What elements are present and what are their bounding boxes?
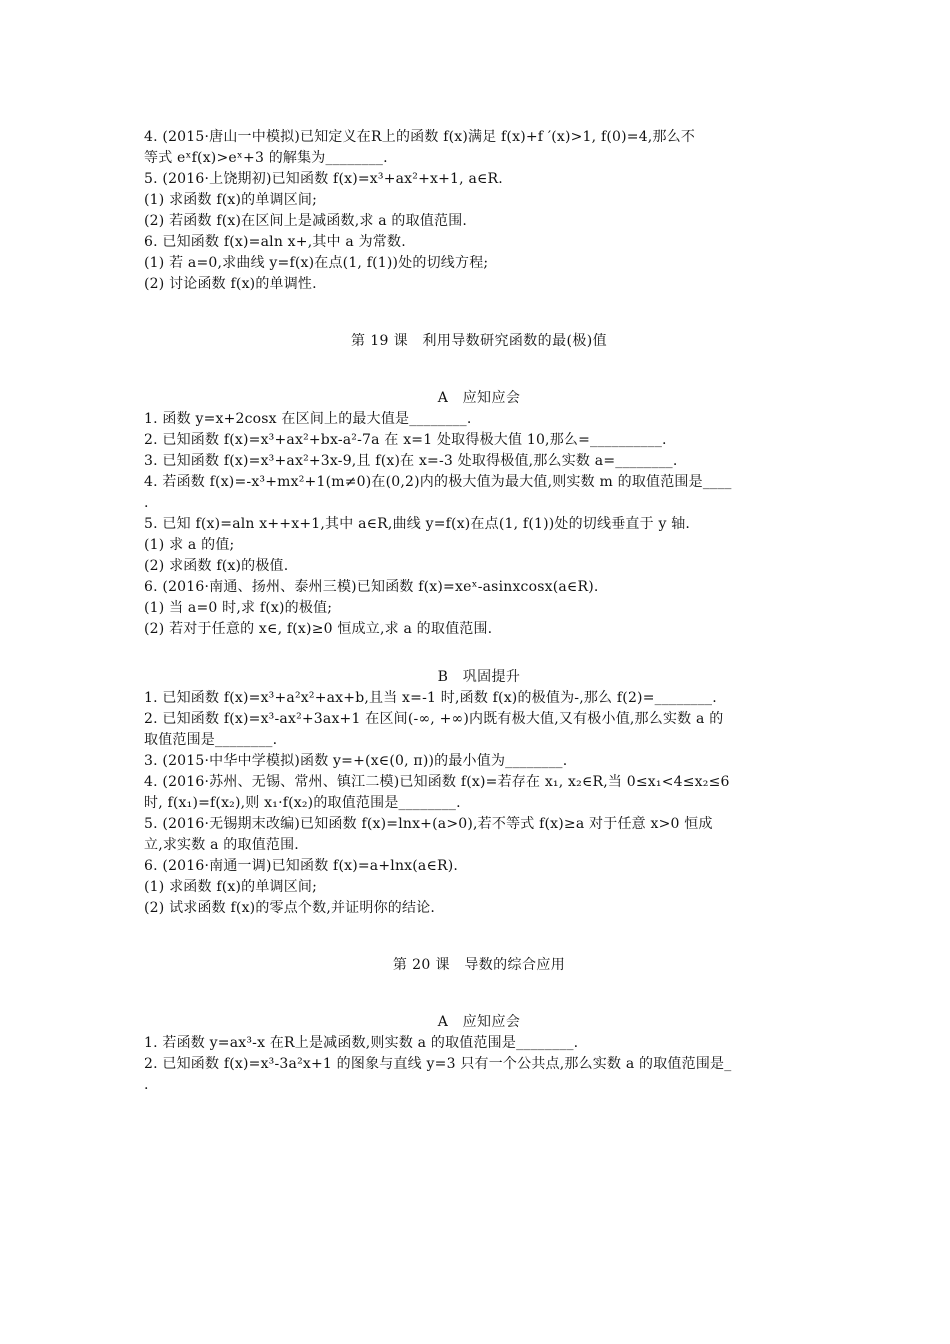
document-page — [144, 127, 814, 1096]
text-line: (2) 试求函数 f(x)的零点个数,并证明你的结论. — [144, 900, 436, 916]
text-line: 6. 已知函数 f(x)=aln x+,其中 a 为常数. — [144, 234, 406, 250]
text-line: 等式 eˣf(x)>eˣ+3 的解集为________. — [144, 150, 388, 166]
text-line: (2) 若函数 f(x)在区间上是减函数,求 a 的取值范围. — [144, 213, 468, 229]
text-line: 2. 已知函数 f(x)=x³-3a²x+1 的图象与直线 y=3 只有一个公共点,那么实数 a 的取值范围是_ — [144, 1056, 732, 1072]
lesson-19-part-a-exercises — [144, 409, 814, 640]
text-line: (2) 若对于任意的 x∈, f(x)≥0 恒成立,求 a 的取值范围. — [144, 621, 493, 637]
lesson-19-part-b-heading: B 巩固提升 — [437, 669, 521, 685]
lesson-19-part-b-exercises — [144, 688, 814, 919]
text-line: (1) 求函数 f(x)的单调区间; — [144, 879, 318, 895]
text-line: 4. (2015·唐山一中模拟)已知定义在R上的函数 f(x)满足 f(x)+f ′(x)>1, f(0)=4,那么不 — [144, 129, 696, 145]
lesson-20-part-a-heading: A 应知应会 — [437, 1014, 521, 1030]
previous-exercises — [144, 127, 814, 295]
text-line: 5. (2016·无锡期末改编)已知函数 f(x)=lnx+(a>0),若不等式 f(x)≥a 对于任意 x>0 恒成 — [144, 816, 713, 832]
text-line: 6. (2016·南通一调)已知函数 f(x)=a+lnx(a∈R). — [144, 858, 459, 874]
text-line: (1) 求函数 f(x)的单调区间; — [144, 192, 318, 208]
text-line: (1) 若 a=0,求曲线 y=f(x)在点(1, f(1))处的切线方程; — [144, 255, 489, 271]
text-line: (2) 讨论函数 f(x)的单调性. — [144, 276, 317, 292]
text-line: 3. (2015·中华中学模拟)函数 y=+(x∈(0, π))的最小值为________. — [144, 753, 568, 769]
text-line: 2. 已知函数 f(x)=x³+ax²+bx-a²-7a 在 x=1 处取得极大值 10,那么=__________. — [144, 432, 667, 448]
lesson-20-part-a-exercises — [144, 1033, 814, 1096]
text-line: 时, f(x₁)=f(x₂),则 x₁·f(x₂)的取值范围是________. — [144, 795, 461, 811]
text-line: 5. 已知 f(x)=aln x++x+1,其中 a∈R,曲线 y=f(x)在点(1, f(1))处的切线垂直于 y 轴. — [144, 516, 691, 532]
text-line: 6. (2016·南通、扬州、泰州三模)已知函数 f(x)=xeˣ-asinxcosx(a∈R). — [144, 579, 599, 595]
lesson-20-title: 第 20 课 导数的综合应用 — [392, 957, 566, 973]
text-line: 3. 已知函数 f(x)=x³+ax²+3x-9,且 f(x)在 x=-3 处取得极值,那么实数 a=________. — [144, 453, 678, 469]
text-line: 1. 已知函数 f(x)=x³+a²x²+ax+b,且当 x=-1 时,函数 f(x)的极值为-,那么 f(2)=________. — [144, 690, 717, 706]
text-line: 4. (2016·苏州、无锡、常州、镇江二模)已知函数 f(x)=若存在 x₁, x₂∈R,当 0≤x₁<4≤x₂≤6 — [144, 774, 730, 790]
lesson-19-part-a-heading: A 应知应会 — [437, 390, 521, 406]
text-line: 1. 函数 y=x+2cosx 在区间上的最大值是________. — [144, 411, 472, 427]
text-line: 5. (2016·上饶期初)已知函数 f(x)=x³+ax²+x+1, a∈R. — [144, 171, 503, 187]
text-line: (1) 当 a=0 时,求 f(x)的极值; — [144, 600, 333, 616]
text-line: (2) 求函数 f(x)的极值. — [144, 558, 289, 574]
lesson-19-title: 第 19 课 利用导数研究函数的最(极)值 — [350, 333, 608, 349]
text-line: 立,求实数 a 的取值范围. — [144, 837, 299, 853]
text-line: (1) 求 a 的值; — [144, 537, 235, 553]
text-line: . — [144, 495, 149, 511]
text-line: 2. 已知函数 f(x)=x³-ax²+3ax+1 在区间(-∞, +∞)内既有极大值,又有极小值,那么实数 a 的 — [144, 711, 724, 727]
text-line: 1. 若函数 y=ax³-x 在R上是减函数,则实数 a 的取值范围是________. — [144, 1035, 579, 1051]
text-line: . — [144, 1077, 149, 1093]
text-line: 4. 若函数 f(x)=-x³+mx²+1(m≠0)在(0,2)内的极大值为最大值,则实数 m 的取值范围是____ — [144, 474, 732, 490]
text-line: 取值范围是________. — [144, 732, 278, 748]
